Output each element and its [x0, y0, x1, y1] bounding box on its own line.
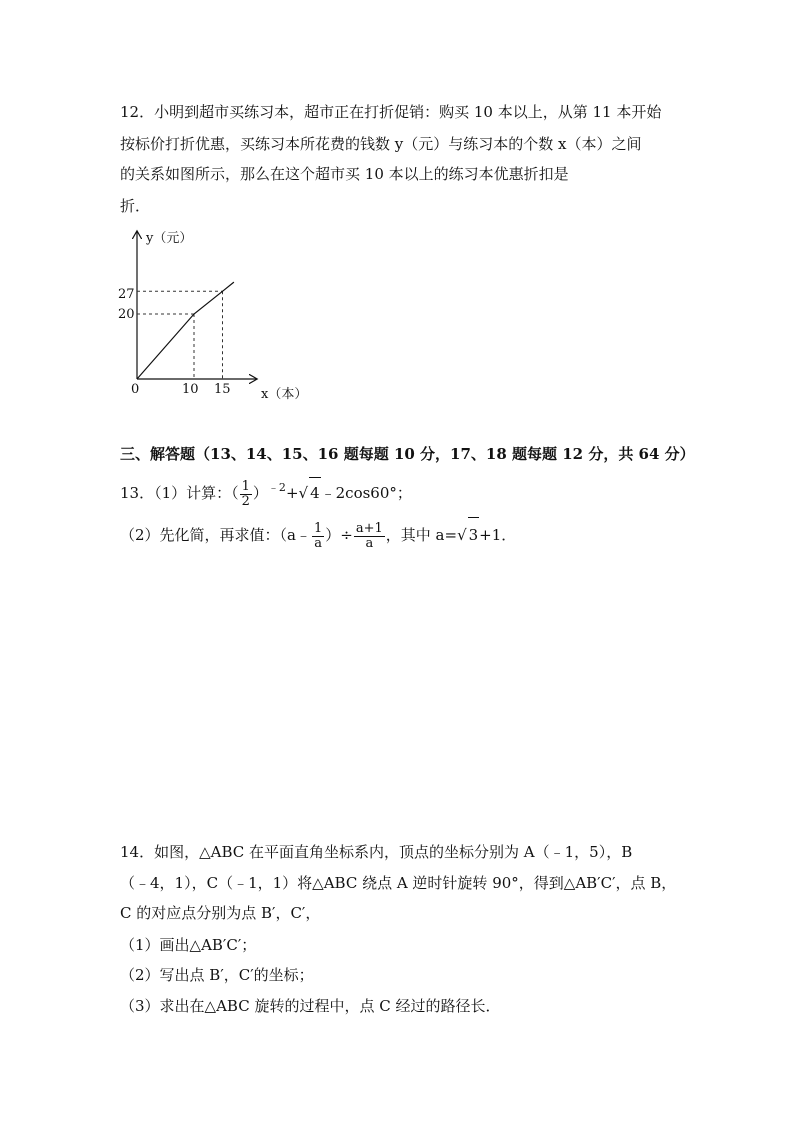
q13-p1-frac-den: 2 — [241, 493, 250, 509]
q14-line-5: （2）写出点 B′，C′的坐标； — [120, 966, 314, 984]
q12-line-1: 12．小明到超市买练习本，超市正在打折促销：购买 10 本以上，从第 11 本开始 — [120, 103, 662, 121]
q13-p2-mid: ）÷ — [325, 526, 353, 544]
q14-line-2: （﹣4，1），C（﹣1，1）将△ABC 绕点 A 逆时针旋转 90°，得到△AB′C′，点 B， — [120, 874, 677, 892]
q14-line-3: C 的对应点分别为点 B′，C′， — [120, 904, 321, 922]
q13-p2-fraction-2 — [354, 522, 385, 551]
series-line — [137, 282, 234, 379]
q13-p2-radicand: 3 — [468, 517, 480, 552]
q12-line-4: 折． — [120, 197, 151, 215]
q13-p1-exponent: ﹣2 — [267, 481, 286, 494]
q13-p1-sqrt: √ 4 — [299, 477, 321, 508]
q13-p1-radicand: 4 — [309, 477, 321, 508]
q14-line-4: （1）画出△AB′C′； — [120, 936, 257, 954]
q13-p1-rest: ﹣2cos60°； — [320, 484, 412, 502]
x-tick-label-10: 10 — [182, 382, 199, 397]
origin-label: 0 — [131, 382, 140, 397]
q13-p1-prefix: 13．（1）计算：（ — [120, 484, 239, 502]
q14-line-1: 14．如图，△ABC 在平面直角坐标系内，顶点的坐标分别为 A（﹣1，5），B — [120, 843, 633, 861]
x-tick-label-15: 15 — [214, 382, 231, 397]
y-tick-label-27: 27 — [118, 287, 135, 302]
x-axis-label: x（本） — [261, 387, 308, 402]
q12-line-3: 的关系如图所示，那么在这个超市买 10 本以上的练习本优惠折扣是 — [120, 165, 569, 183]
q14-line-6: （3）求出在△ABC 旋转的过程中，点 C 经过的路径长． — [120, 997, 501, 1015]
q13-p1-plus: + — [285, 484, 299, 502]
y-tick-label-20: 20 — [118, 307, 135, 322]
q13-p2-frac1-den: a — [314, 535, 323, 551]
q13-p2-after: ，其中 a= — [385, 526, 458, 544]
q13-p2-frac2-den: a — [365, 535, 374, 551]
q13-p2-sqrt: √ 3 — [457, 517, 479, 552]
q13-p2-end: +1． — [479, 526, 517, 544]
q13-p2-frac2-num: a+1 — [355, 520, 383, 536]
q13-part1 — [120, 477, 412, 507]
q13-p2-frac1-num: 1 — [314, 520, 323, 536]
section-3-heading: 三、解答题（13、14、15、16 题每题 10 分，17、18 题每题 12 分，共 64 分） — [120, 445, 695, 463]
q13-p2-prefix: （2）先化简，再求值：（a﹣ — [120, 526, 311, 544]
q13-p1-fraction — [240, 480, 252, 509]
q12-line-2: 按标价打折优惠，买练习本所花费的钱数 y（元）与练习本的个数 x（本）之间 — [120, 135, 642, 153]
q13-p1-frac-num: 1 — [241, 478, 250, 494]
q13-p1-close: ） — [252, 484, 268, 502]
y-axis-label: y（元） — [146, 231, 193, 246]
q13-p2-fraction-1 — [312, 522, 324, 551]
q13-part2 — [120, 517, 516, 551]
